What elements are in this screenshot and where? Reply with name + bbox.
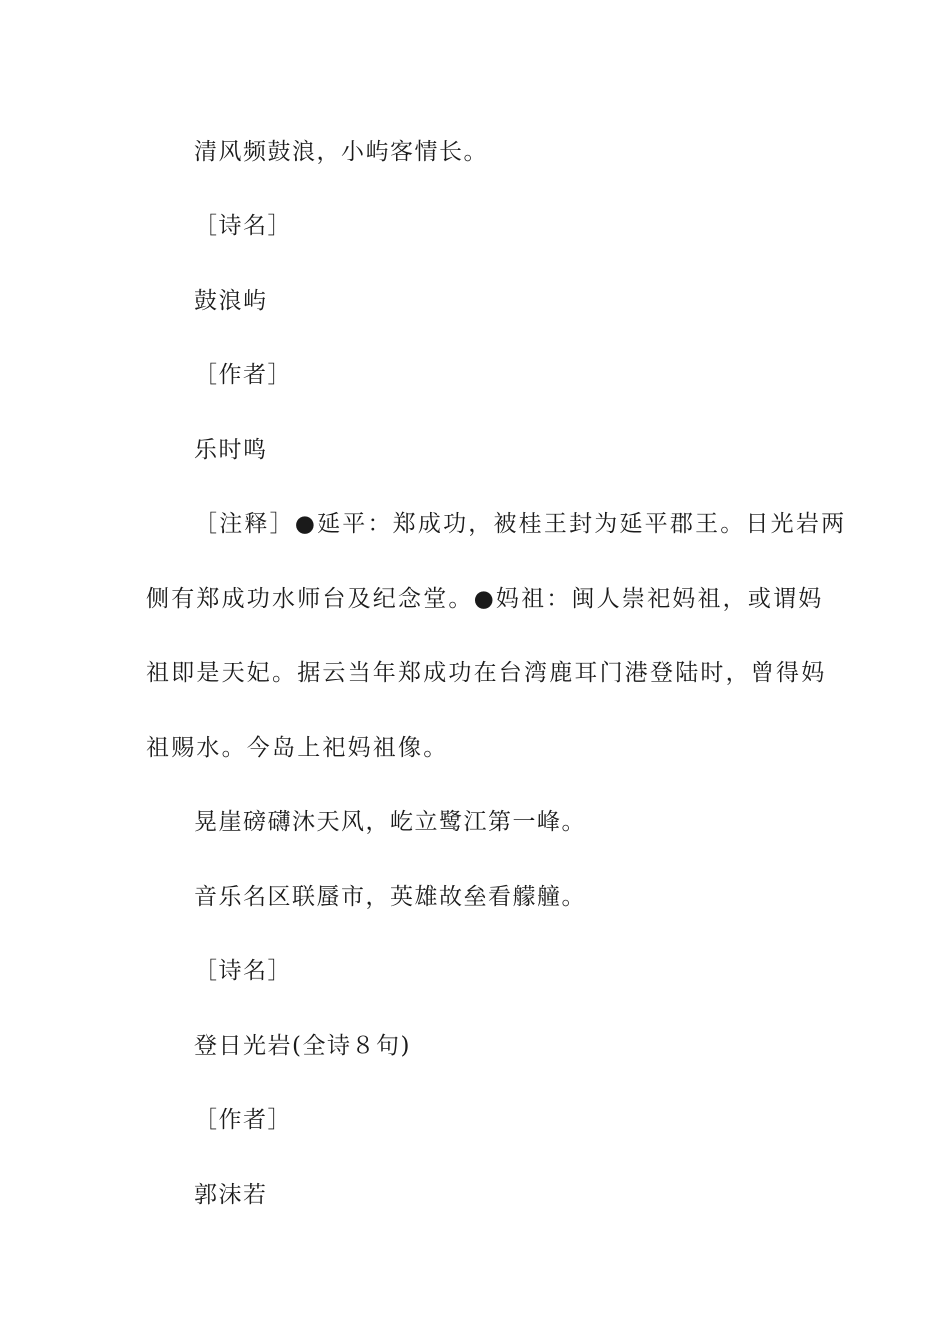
author-name: 乐时鸣	[194, 437, 268, 463]
annotation-line: ［注释］●延平：郑成功，被桂王封为延平郡王。日光岩两	[194, 511, 847, 537]
annotation-line: 侧有郑成功水师台及纪念堂。●妈祖：闽人崇祀妈祖，或谓妈	[146, 586, 824, 612]
author-label: ［作者］	[194, 1107, 292, 1133]
poem-line: 音乐名区联蜃市，英雄故垒看艨艟。	[194, 884, 586, 910]
poem-title: 鼓浪屿	[194, 288, 268, 314]
poem-title-label: ［诗名］	[194, 958, 292, 984]
author-label: ［作者］	[194, 362, 292, 388]
poem-title: 登日光岩(全诗８句)	[194, 1033, 411, 1059]
poem-title-label: ［诗名］	[194, 213, 292, 239]
annotation-line: 祖即是天妃。据云当年郑成功在台湾鹿耳门港登陆时，曾得妈	[146, 660, 827, 686]
annotation-line: 祖赐水。今岛上祀妈祖像。	[146, 735, 449, 761]
poem-line: 晃崖磅礴沐天风，屹立鹭江第一峰。	[194, 809, 586, 835]
poem-line: 清风频鼓浪，小屿客情长。	[194, 139, 488, 165]
author-name: 郭沫若	[194, 1182, 268, 1208]
